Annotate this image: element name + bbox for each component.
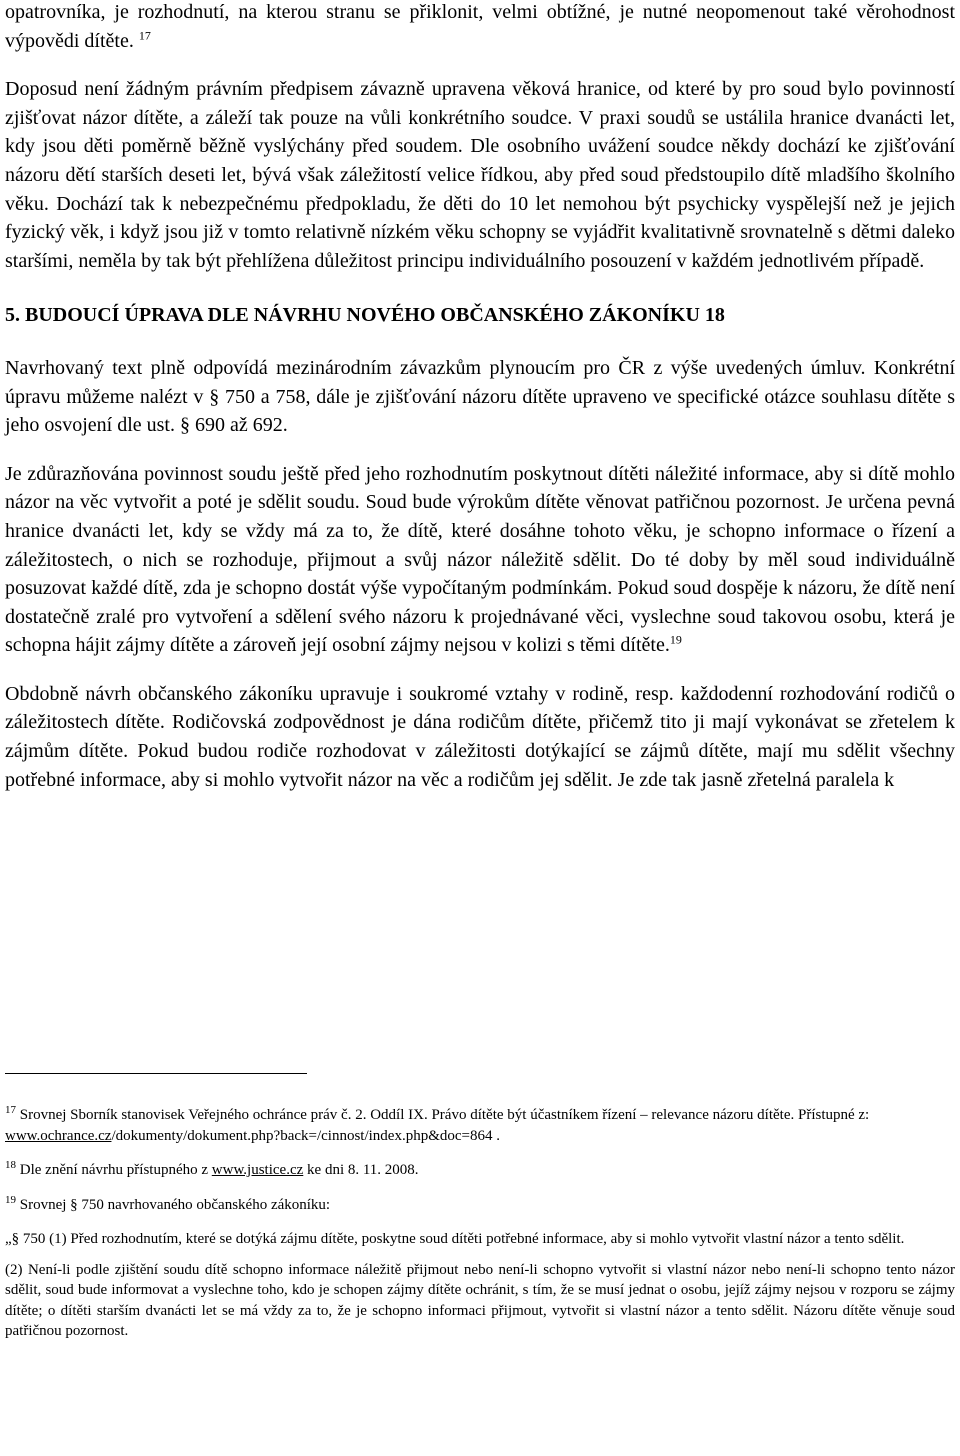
paragraph-4-text: Je zdůrazňována povinnost soudu ještě před jeho rozhodnutím poskytnout dítěti náležité informace, aby si dítě mohlo názor na věc vytvořit a poté je sdělit soudu. Soud bude výrokům dítěte věnovat patřičnou pozornost. Je určena pevná hranice dvanácti let, kdy se vždy má za to, že dítě, které dosáhne tohoto věku, je schopno informace o řízení a záležitostech, o nich se rozhoduje, přijmout a svůj názor náležitě sdělit. Do té doby by měl soud individuálně posuzovat každé dítě, zda je schopno dostát výše vypočítaným podmínkám. Pokud soud dospěje k názoru, že dítě není dostatečně zralé pro vytvoření a sdělení svého názoru k projednávané věci, vyslechne soud takovou osobu, která je schopna hájit zájmy dítěte a zároveň její osobní zájmy nejsou v kolizi s těmi dítěte.: [5, 462, 955, 657]
footnote-19: [5, 1195, 955, 1216]
footnote-number: 17: [5, 1104, 16, 1116]
footnotes: [5, 1105, 955, 1342]
main-text: [5, 0, 955, 794]
footnote-text: Srovnej Sborník stanovisek Veřejného ochránce práv č. 2. Oddíl IX. Právo dítěte být účastníkem řízení – relevance názoru dítěte. Přístupné z:: [19, 1107, 870, 1123]
footnote-separator: [5, 1073, 307, 1074]
footnote-end: ke dni 8. 11. 2008.: [307, 1162, 419, 1178]
footnote-number: 19: [5, 1193, 16, 1206]
footnote-ref-19[interactable]: 19: [669, 632, 682, 647]
footnote-link-path: /dokumenty/dokument.php?back=/cinnost/index.php&doc=864: [111, 1127, 493, 1144]
footnote-text: Dle znění návrhu přístupného z: [19, 1162, 209, 1178]
footnote-18: [5, 1160, 955, 1181]
footnote-link-ochrance[interactable]: www.ochrance.cz: [5, 1127, 112, 1144]
paragraph-1-text: opatrovníka, je rozhodnutí, na kterou stranu se přiklonit, velmi obtížné, je nutné neopomenout také věrohodnost výpovědi dítěte.: [5, 1, 955, 52]
footnote-ref-17[interactable]: 17: [138, 27, 151, 42]
footnote-text: Srovnej § 750 navrhovaného občanského zákoníku:: [19, 1196, 331, 1213]
footnote-number: 18: [5, 1159, 16, 1171]
paragraph-1: [5, 0, 955, 55]
paragraph-3: Navrhovaný text plně odpovídá mezinárodním závazkům plynoucím pro ČR z výše uvedených úmluv. Konkrétní úpravu můžeme nalézt v § 750 a 758, dále je zjišťování názoru dítěte upraveno ve specifické otázce souhlasu dítěte s jeho osvojení dle ust. § 690 až 692.: [5, 356, 955, 437]
paragraph-5: Obdobně návrh občanského zákoníku upravuje i soukromé vztahy v rodině, resp. každodenní rozhodování rodičů o záležitostech dítěte. Rodičovská zodpovědnost je dána rodičům dítěte, přičemž tito ji mají vykonávat se zřetelem k zájmům dítěte. Pokud budou rodiče rozhodovat v záležitosti dotýkající se zájmů dítěte, mají mu sdělit všechny potřebné informace, aby si mohlo vytvořit názor na věc a rodičům jej sdělit. Je zde tak jasně zřetelná paralela k: [5, 682, 955, 791]
section-heading: 5. BUDOUCÍ ÚPRAVA DLE NÁVRHU NOVÉHO OBČANSKÉHO ZÁKONÍKU 18: [5, 304, 725, 327]
paragraph-4: [5, 460, 955, 660]
footnote-link-justice[interactable]: www.justice.cz: [211, 1162, 304, 1178]
paragraph-2: Doposud není žádným právním předpisem závazně upravena věková hranice, od které by pro soud bylo povinností zjišťovat názor dítěte, a záleží tak pouze na vůli konkrétního soudce. V praxi soudů se ustálila hranice dvanácti let, kdy jsou děti poměrně běžně vyslýchány před soudem. Dle osobního uvážení soudce někdy dochází ke zjišťování názoru dětí starších deseti let, bývá však záležitostí velice řídkou, aby před soud předstoupilo dítě mladšího školního věku. Dochází tak k nebezpečnému předpokladu, že děti do 10 let nemohou být psychicky vyspělejší než je jejich fyzický věk, i když jsou již v tomto relativně nízkém věku schopny se vyjádřit kvalitativně srovnatelně s dětmi daleko staršími, neměla by tak být přehlížena důležitost principu individuálního posouzení v každém jednotlivém případě.: [5, 78, 955, 272]
footnote-19-quote-1: „§ 750 (1) Před rozhodnutím, které se dotýká zájmu dítěte, poskytne soud dítěti potřebné informace, aby si mohlo vytvořit vlastní názor a tento sdělit.: [5, 1231, 905, 1247]
footnote-19-quote-2: (2) Není-li podle zjištění soudu dítě schopno informace náležitě přijmout nebo není-li schopno vytvořit si vlastní názor nebo není-li schopno tento názor sdělit, soud bude informovat a vyslechne toho, kdo je schopen zájmy dítěte ochránit, s tím, že se musí jednat o osobu, jejíž zájmy nejsou v rozporu se zájmy dítěte; o dítěti starším dvanácti let se má vždy za to, že je schopno informaci přijmout, vytvořit si vlastní názor a tento sdělit. Názoru dítěte věnuje soud patřičnou pozornost.: [5, 1261, 955, 1339]
footnote-17: [5, 1105, 955, 1146]
footnote-end: .: [496, 1127, 500, 1144]
